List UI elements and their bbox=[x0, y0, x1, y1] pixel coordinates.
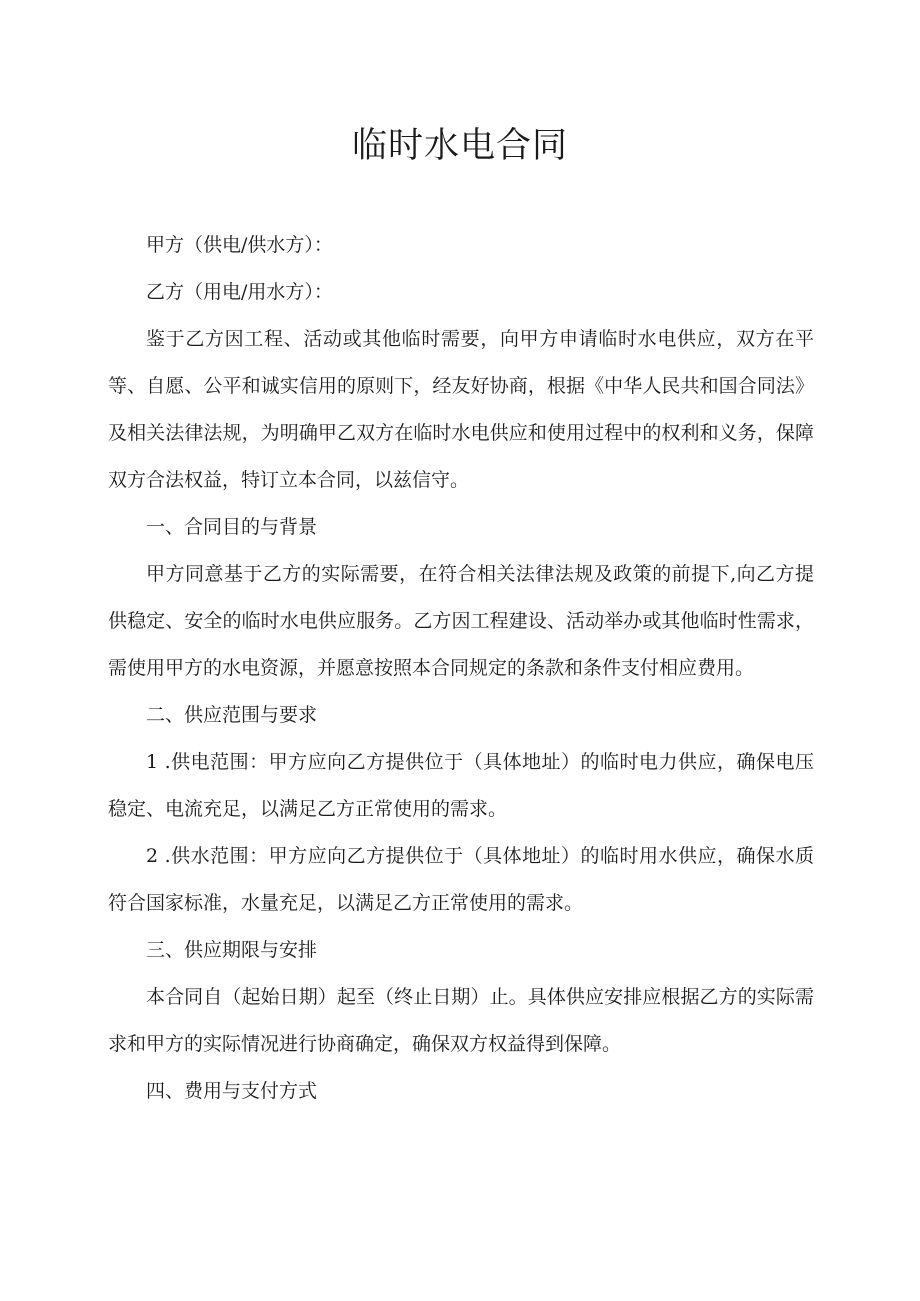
section-1-paragraph: 甲方同意基于乙方的实际需要，在符合相关法律法规及政策的前提下,向乙方提供稳定、安全的临时水电供应服务。乙方因工程建设、活动举办或其他临时性需求，需使用甲方的水电资源，并愿意按照本合同规定的条款和条件支付相应费用。 bbox=[108, 563, 814, 679]
section-3-heading: 三、供应期限与安排 bbox=[146, 939, 318, 961]
preamble-paragraph: 鉴于乙方因工程、活动或其他临时需要，向甲方申请临时水电供应，双方在平等、自愿、公平和诚实信用的原则下，经友好协商，根据《中华人民共和国合同法》及相关法律法规，为明确甲乙双方在临时水电供应和使用过程中的权利和义务，保障双方合法权益，特订立本合同，以兹信守。 bbox=[108, 328, 814, 491]
section-2-item-1: 1 .供电范围：甲方应向乙方提供位于（具体地址）的临时电力供应，确保电压稳定、电流充足，以满足乙方正常使用的需求。 bbox=[108, 751, 814, 820]
party-b-line: 乙方（用电/用水方）： bbox=[146, 281, 333, 303]
section-1-heading: 一、合同目的与背景 bbox=[146, 516, 318, 538]
section-2-heading: 二、供应范围与要求 bbox=[146, 704, 318, 726]
contract-body bbox=[108, 222, 814, 1115]
section-4-heading: 四、费用与支付方式 bbox=[146, 1080, 318, 1102]
party-a-line: 甲方（供电/供水方）： bbox=[146, 234, 333, 256]
section-2-item-2: 2 .供水范围：甲方应向乙方提供位于（具体地址）的临时用水供应，确保水质符合国家标准，水量充足，以满足乙方正常使用的需求。 bbox=[108, 845, 814, 914]
section-3-paragraph: 本合同自（起始日期）起至（终止日期）止。具体供应安排应根据乙方的实际需求和甲方的实际情况进行协商确定，确保双方权益得到保障。 bbox=[108, 986, 814, 1055]
document-title: 临时水电合同 bbox=[351, 126, 568, 166]
